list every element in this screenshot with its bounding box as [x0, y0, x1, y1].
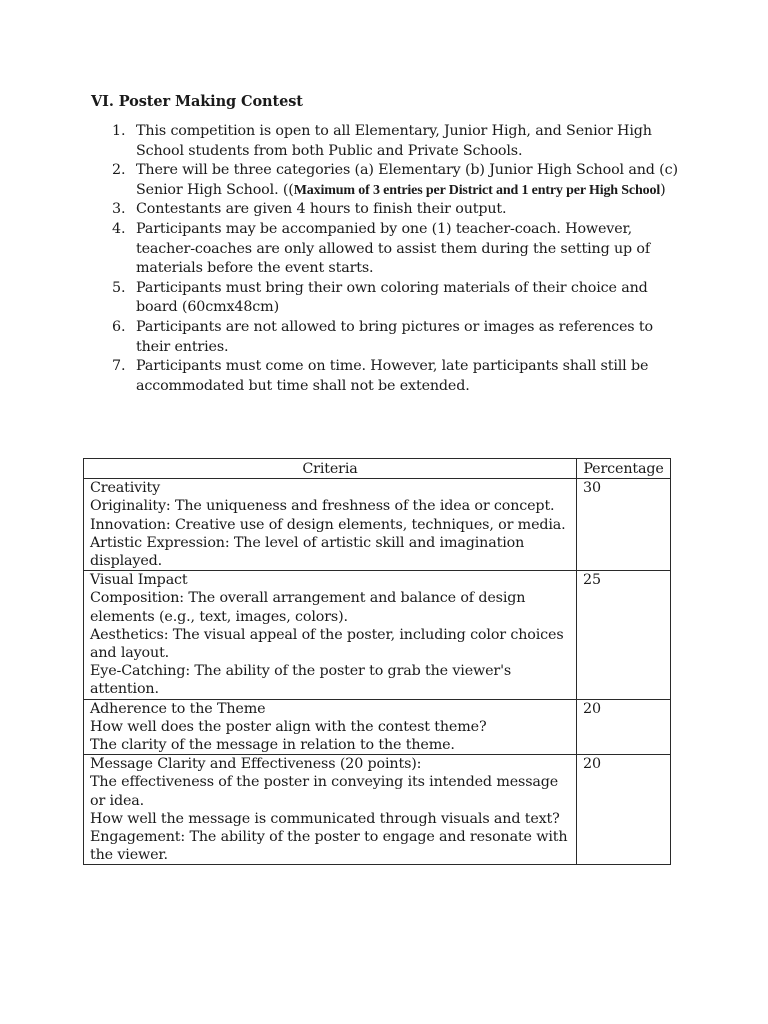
percentage-cell: 20 — [577, 699, 671, 755]
rule-item — [112, 318, 680, 357]
rule-text-end: ) — [660, 181, 666, 198]
rule-emphasis: Maximum of 3 entries per District and 1 entry per High School — [293, 182, 661, 198]
rule-item — [112, 279, 680, 318]
rule-text: Participants must come on time. However, late participants shall still be accommodated but time shall not be extended. — [136, 358, 649, 394]
criteria-heading: Creativity — [90, 480, 161, 497]
percentage-cell: 25 — [577, 571, 671, 699]
rule-item — [112, 122, 680, 161]
rule-item — [112, 161, 680, 200]
rule-item — [112, 220, 680, 279]
criteria-line: Composition: The overall arrangement and balance of design elements (e.g., text, images, colors). — [90, 590, 526, 625]
rule-text: Participants may be accompanied by one (1) teacher-coach. However, teacher-coaches are only allowed to assist them during the setting up of materials before the event starts. — [136, 220, 651, 277]
criteria-line: Innovation: Creative use of design elements, techniques, or media. — [90, 516, 566, 533]
criteria-cell — [84, 479, 577, 571]
criteria-heading: Visual Impact — [90, 572, 188, 589]
table-header-row — [84, 459, 671, 479]
table-row — [84, 755, 671, 865]
criteria-line: Eye-Catching: The ability of the poster to grab the viewer's attention. — [90, 663, 512, 698]
criteria-line: How well the message is communicated through visuals and text? — [90, 810, 560, 827]
rule-number: 4. — [112, 220, 126, 237]
rule-number: 5. — [112, 279, 126, 296]
criteria-line: Artistic Expression: The level of artistic skill and imagination displayed. — [90, 534, 525, 570]
rule-text: There will be three categories (a) Elementary (b) Junior High School and (c) Senior High School. (( — [136, 162, 678, 198]
table-row — [84, 699, 671, 755]
criteria-cell — [84, 755, 577, 865]
percentage-header: Percentage — [577, 459, 671, 479]
criteria-line: Aesthetics: The visual appeal of the poster, including color choices and layout. — [90, 626, 564, 662]
rule-number: 2. — [112, 162, 126, 179]
rule-number: 6. — [112, 318, 126, 335]
table-row — [84, 571, 671, 699]
criteria-heading: Message Clarity and Effectiveness (20 points): — [90, 756, 422, 773]
criteria-header: Criteria — [84, 459, 577, 479]
criteria-heading: Adherence to the Theme — [90, 700, 266, 717]
rule-number: 3. — [112, 201, 126, 218]
criteria-cell — [84, 699, 577, 755]
rules-list — [112, 122, 680, 396]
criteria-cell — [84, 571, 577, 699]
rule-text: This competition is open to all Elementary, Junior High, and Senior High School students from both Public and Private Schools. — [136, 123, 652, 159]
rule-text: Contestants are given 4 hours to finish their output. — [136, 201, 507, 218]
rule-item — [112, 200, 680, 220]
criteria-line: Originality: The uniqueness and freshness of the idea or concept. — [90, 498, 555, 515]
rule-text: Participants must bring their own coloring materials of their choice and board (60cmx48cm) — [136, 279, 648, 316]
criteria-line: Engagement: The ability of the poster to engage and resonate with the viewer. — [90, 829, 568, 864]
rule-number: 7. — [112, 358, 126, 375]
criteria-line: How well does the poster align with the contest theme? — [90, 718, 487, 735]
criteria-line: The clarity of the message in relation to the theme. — [90, 737, 455, 754]
criteria-table — [83, 458, 671, 865]
section-title: VI. Poster Making Contest — [91, 93, 303, 110]
percentage-cell: 30 — [577, 479, 671, 571]
rule-number: 1. — [112, 123, 126, 139]
table-row — [84, 479, 671, 571]
rule-item — [112, 357, 680, 396]
criteria-line: The effectiveness of the poster in conveying its intended message or idea. — [90, 774, 559, 809]
rule-text: Participants are not allowed to bring pictures or images as references to their entries. — [136, 318, 653, 355]
percentage-cell: 20 — [577, 755, 671, 865]
